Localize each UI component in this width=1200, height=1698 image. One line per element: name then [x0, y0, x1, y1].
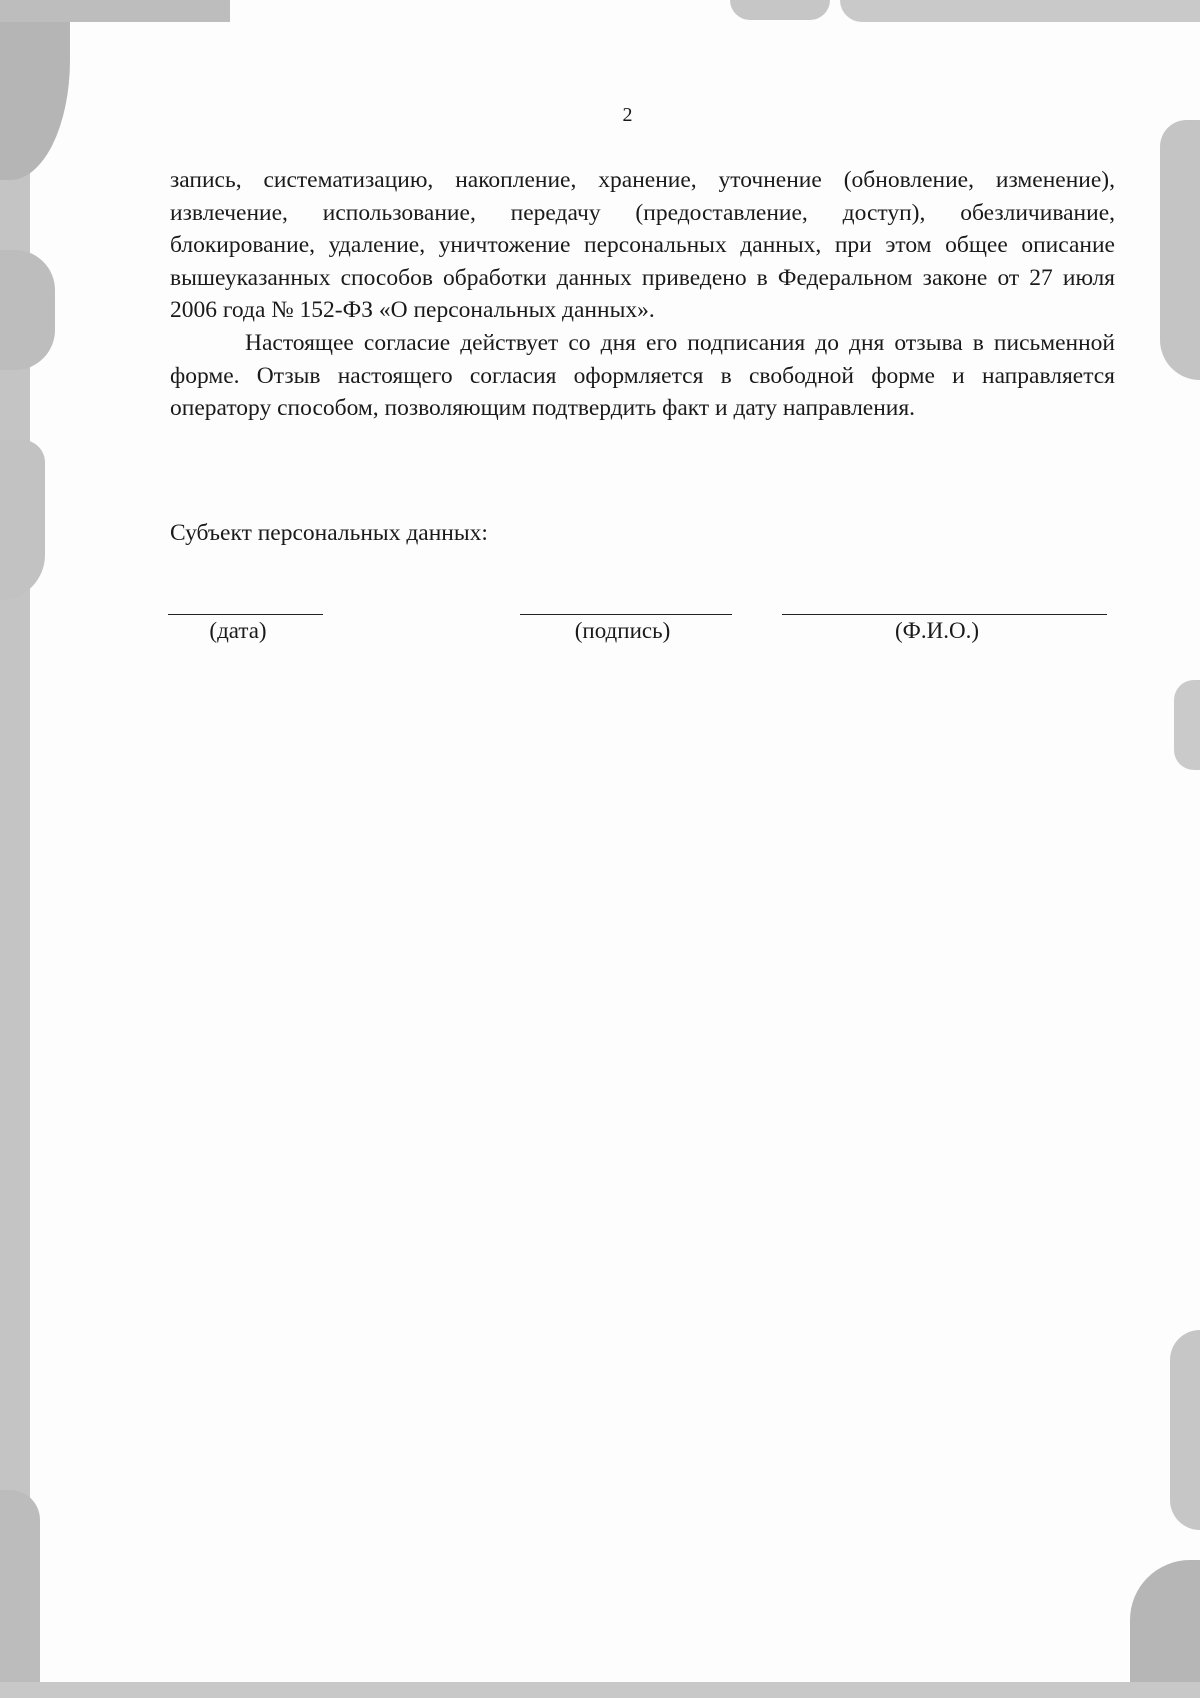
processing-methods-paragraph: запись, систематизацию, накопление, хранение, уточнение (обновление, изменение), извлечение, использование, передачу (предоставление, доступ), обезличивание, блокирование, удаление, уничтожение персональных данных, при этом общее описание вышеуказанных способов обработки данных приведено в Федеральном законе от 27 июля 2006 года № 152-ФЗ «О персональных данных». [170, 167, 1115, 324]
date-caption: (дата) [209, 618, 267, 643]
scan-edge [840, 0, 1200, 22]
subject-label: Субъект персональных данных: [170, 520, 488, 546]
scan-edge [1160, 120, 1200, 380]
scan-edge [0, 0, 230, 22]
scan-edge [0, 1682, 1200, 1698]
full-name-caption: (Ф.И.О.) [895, 618, 979, 643]
scan-edge [0, 0, 70, 180]
consent-body [170, 164, 1115, 425]
scan-edge [1170, 1330, 1200, 1530]
validity-paragraph: Настоящее согласие действует со дня его подписания до дня отзыва в письменной форме. Отзыв настоящего согласия оформляется в свободной форме и направляется оператору способом, позволяющим подтвердить факт и дату направления. [170, 329, 1115, 422]
scan-edge [0, 1490, 40, 1698]
scan-edge [0, 440, 45, 600]
full-name-line [782, 614, 1107, 615]
scan-edge [0, 250, 55, 370]
page-number: 2 [622, 104, 633, 126]
scan-edge [1174, 680, 1200, 770]
scan-edge [1130, 1560, 1200, 1698]
scan-edge [730, 0, 830, 20]
date-line [168, 614, 323, 615]
signature-caption: (подпись) [574, 618, 671, 643]
signature-line [520, 614, 732, 615]
